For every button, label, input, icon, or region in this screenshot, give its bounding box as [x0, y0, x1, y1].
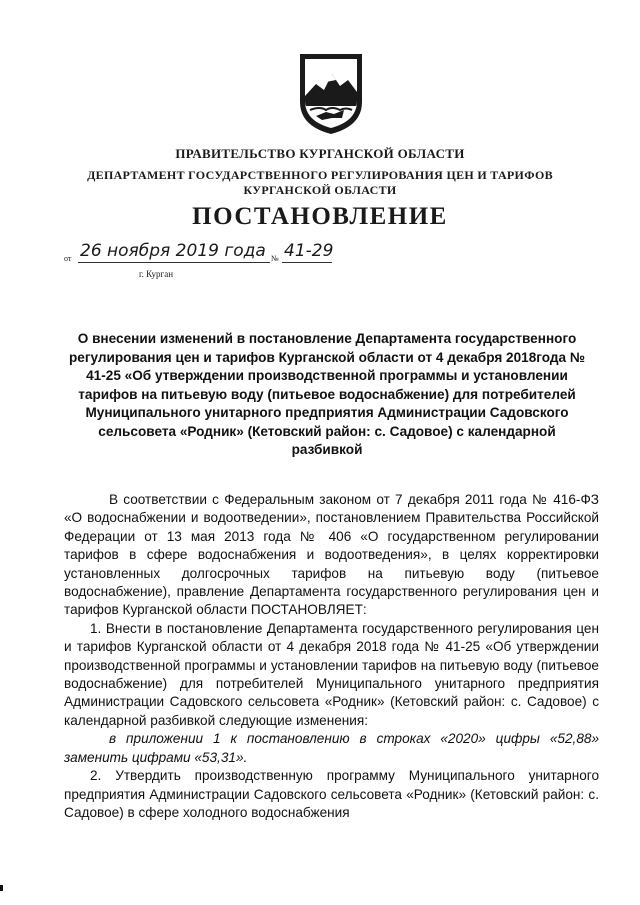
number-prefix: № [271, 254, 279, 263]
city-label: г. Курган [139, 269, 174, 279]
document-type-title: ПОСТАНОВЛЕНИЕ [192, 203, 448, 230]
date-underline [78, 262, 270, 263]
number-underline [282, 262, 332, 263]
resolution-title: О внесении изменений в постановление Департамента государственного регулирования цен и тарифов Курганской области от 4 декабря 2018года № 41-25 «Об утверждении производственной программы и установлении тарифов на питьевую воду (питьевое водоснабжение) для потребителей Муниципального унитарного предприятия Администрации Садовского сельсовета «Родник» (Кетовский район: с. Садовое) с календарной разбивкой [68, 331, 586, 457]
item-1-subparagraph: в приложении 1 к постановлению в строках «2020» цифры «52,88» заменить цифрами «53,31». [64, 731, 599, 765]
date-prefix: от [64, 254, 72, 263]
document-body [64, 491, 599, 822]
date-number-line [64, 239, 364, 269]
government-title: ПРАВИТЕЛЬСТВО КУРГАНСКОЙ ОБЛАСТИ [175, 146, 465, 161]
scan-edge-mark [0, 885, 3, 891]
department-title: ДЕПАРТАМЕНТ ГОСУДАРСТВЕННОГО РЕГУЛИРОВАНИЯ ЦЕН И ТАРИФОВ КУРГАНСКОЙ ОБЛАСТИ [87, 168, 553, 197]
handwritten-date: 26 ноября 2019 года [80, 241, 266, 261]
handwritten-number: 41-29 [284, 241, 334, 261]
item-2-paragraph: 2. Утвердить производственную программу Муниципального унитарного предприятия Администрации Садовского сельсовета «Родник» (Кетовский район: с. Садовое) в сфере холодного водоснабжения [64, 768, 599, 820]
coat-of-arms-emblem [296, 52, 366, 136]
preamble-paragraph: В соответствии с Федеральным законом от 7 декабря 2011 года № 416-ФЗ «О водоснабжении и водоотведении», постановлением Правительства Российской Федерации от 13 мая 2013 года № 406 «О государственном регулировании тарифов в сфере водоснабжения и водоотведения», в целях корректировки установленных долгосрочных тарифов на питьевую воду (питьевое водоснабжение), правление Департамента государственного регулирования цен и тарифов Курганской области ПОСТАНОВЛЯЕТ: [64, 492, 599, 618]
item-1-paragraph: 1. Внести в постановление Департамента государственного регулирования цен и тарифов Курганской области от 4 декабря 2018 года № 41-25 «Об утверждении производственной программы и установлении тарифов на питьевую воду (питьевое водоснабжение) для потребителей Муниципального унитарного предприятия Администрации Садовского сельсовета «Родник» (Кетовский район: с. Садовое) с календарной разбивкой следующие изменения: [64, 620, 599, 728]
